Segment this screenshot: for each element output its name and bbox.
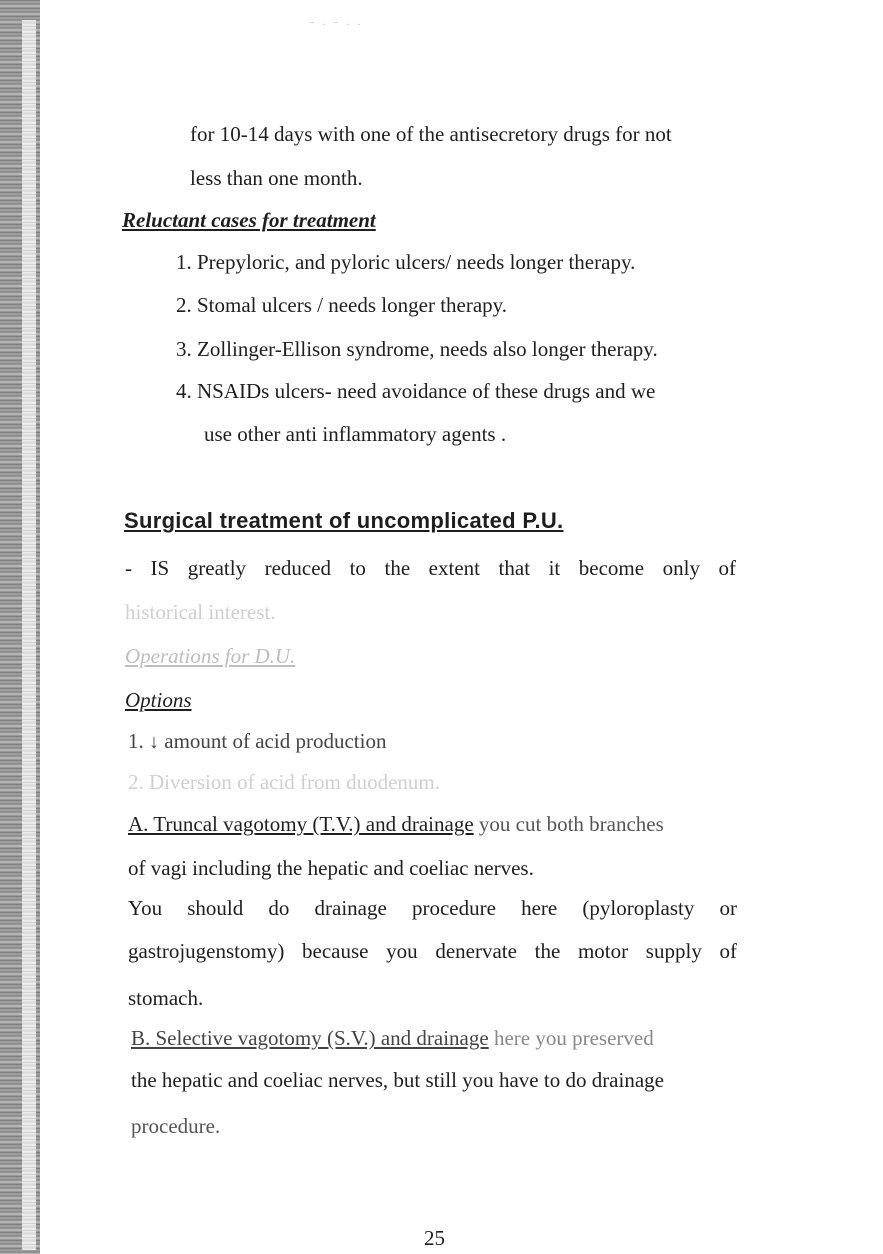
truncal-rest: you cut both branches <box>473 812 664 836</box>
selective-line-2: the hepatic and coeliac nerves, but still you have to do drainage <box>131 1068 664 1092</box>
option-1-text: amount of acid production <box>164 729 387 753</box>
truncal-line-2: of vagi including the hepatic and coeliac nerves. <box>128 856 534 880</box>
text-line-1: for 10-14 days with one of the antisecretory drugs for not <box>190 122 672 146</box>
operations-heading: Operations for D.U. <box>125 644 296 668</box>
list-item-3: 3. Zollinger-Ellison syndrome, needs also longer therapy. <box>176 337 658 361</box>
options-heading: Options <box>125 688 192 712</box>
drainage-line-3: stomach. <box>128 986 204 1010</box>
option-1 <box>128 729 386 754</box>
page-number: 25 <box>424 1226 445 1250</box>
drainage-line-1: You should do drainage procedure here (pyloroplasty or <box>128 896 737 920</box>
reluctant-heading: Reluctant cases for treatment <box>122 208 376 232</box>
list-item-4b: use other anti inflammatory agents . <box>204 422 507 446</box>
drainage-line-2: gastrojugenstomy) because you denervate the motor supply of <box>128 939 737 963</box>
binding-edge <box>0 0 40 1254</box>
truncal-label: A. Truncal vagotomy (T.V.) and drainage <box>128 812 474 836</box>
truncal-line-1 <box>128 812 664 837</box>
top-smudge: - . - . . <box>310 16 364 28</box>
list-item-1: 1. Prepyloric, and pyloric ulcers/ needs longer therapy. <box>176 250 636 274</box>
list-item-2: 2. Stomal ulcers / needs longer therapy. <box>176 293 508 317</box>
selective-line-1 <box>131 1026 654 1051</box>
surgical-line-2: historical interest. <box>125 600 276 624</box>
list-item-4a: 4. NSAIDs ulcers- need avoidance of these drugs and we <box>176 379 656 403</box>
binding-edge-inner <box>22 20 36 1250</box>
surgical-heading: Surgical treatment of uncomplicated P.U. <box>124 508 564 533</box>
selective-line-3: procedure. <box>131 1114 221 1138</box>
selective-rest: here you preserved <box>488 1026 654 1050</box>
option-2: 2. Diversion of acid from duodenum. <box>128 770 441 794</box>
surgical-line-1: - IS greatly reduced to the extent that it become only of <box>125 556 736 580</box>
option-1-number: 1. <box>128 729 144 753</box>
down-arrow-icon: ↓ <box>149 731 159 753</box>
text-line-2: less than one month. <box>190 166 363 190</box>
selective-label: B. Selective vagotomy (S.V.) and drainage <box>131 1026 489 1050</box>
